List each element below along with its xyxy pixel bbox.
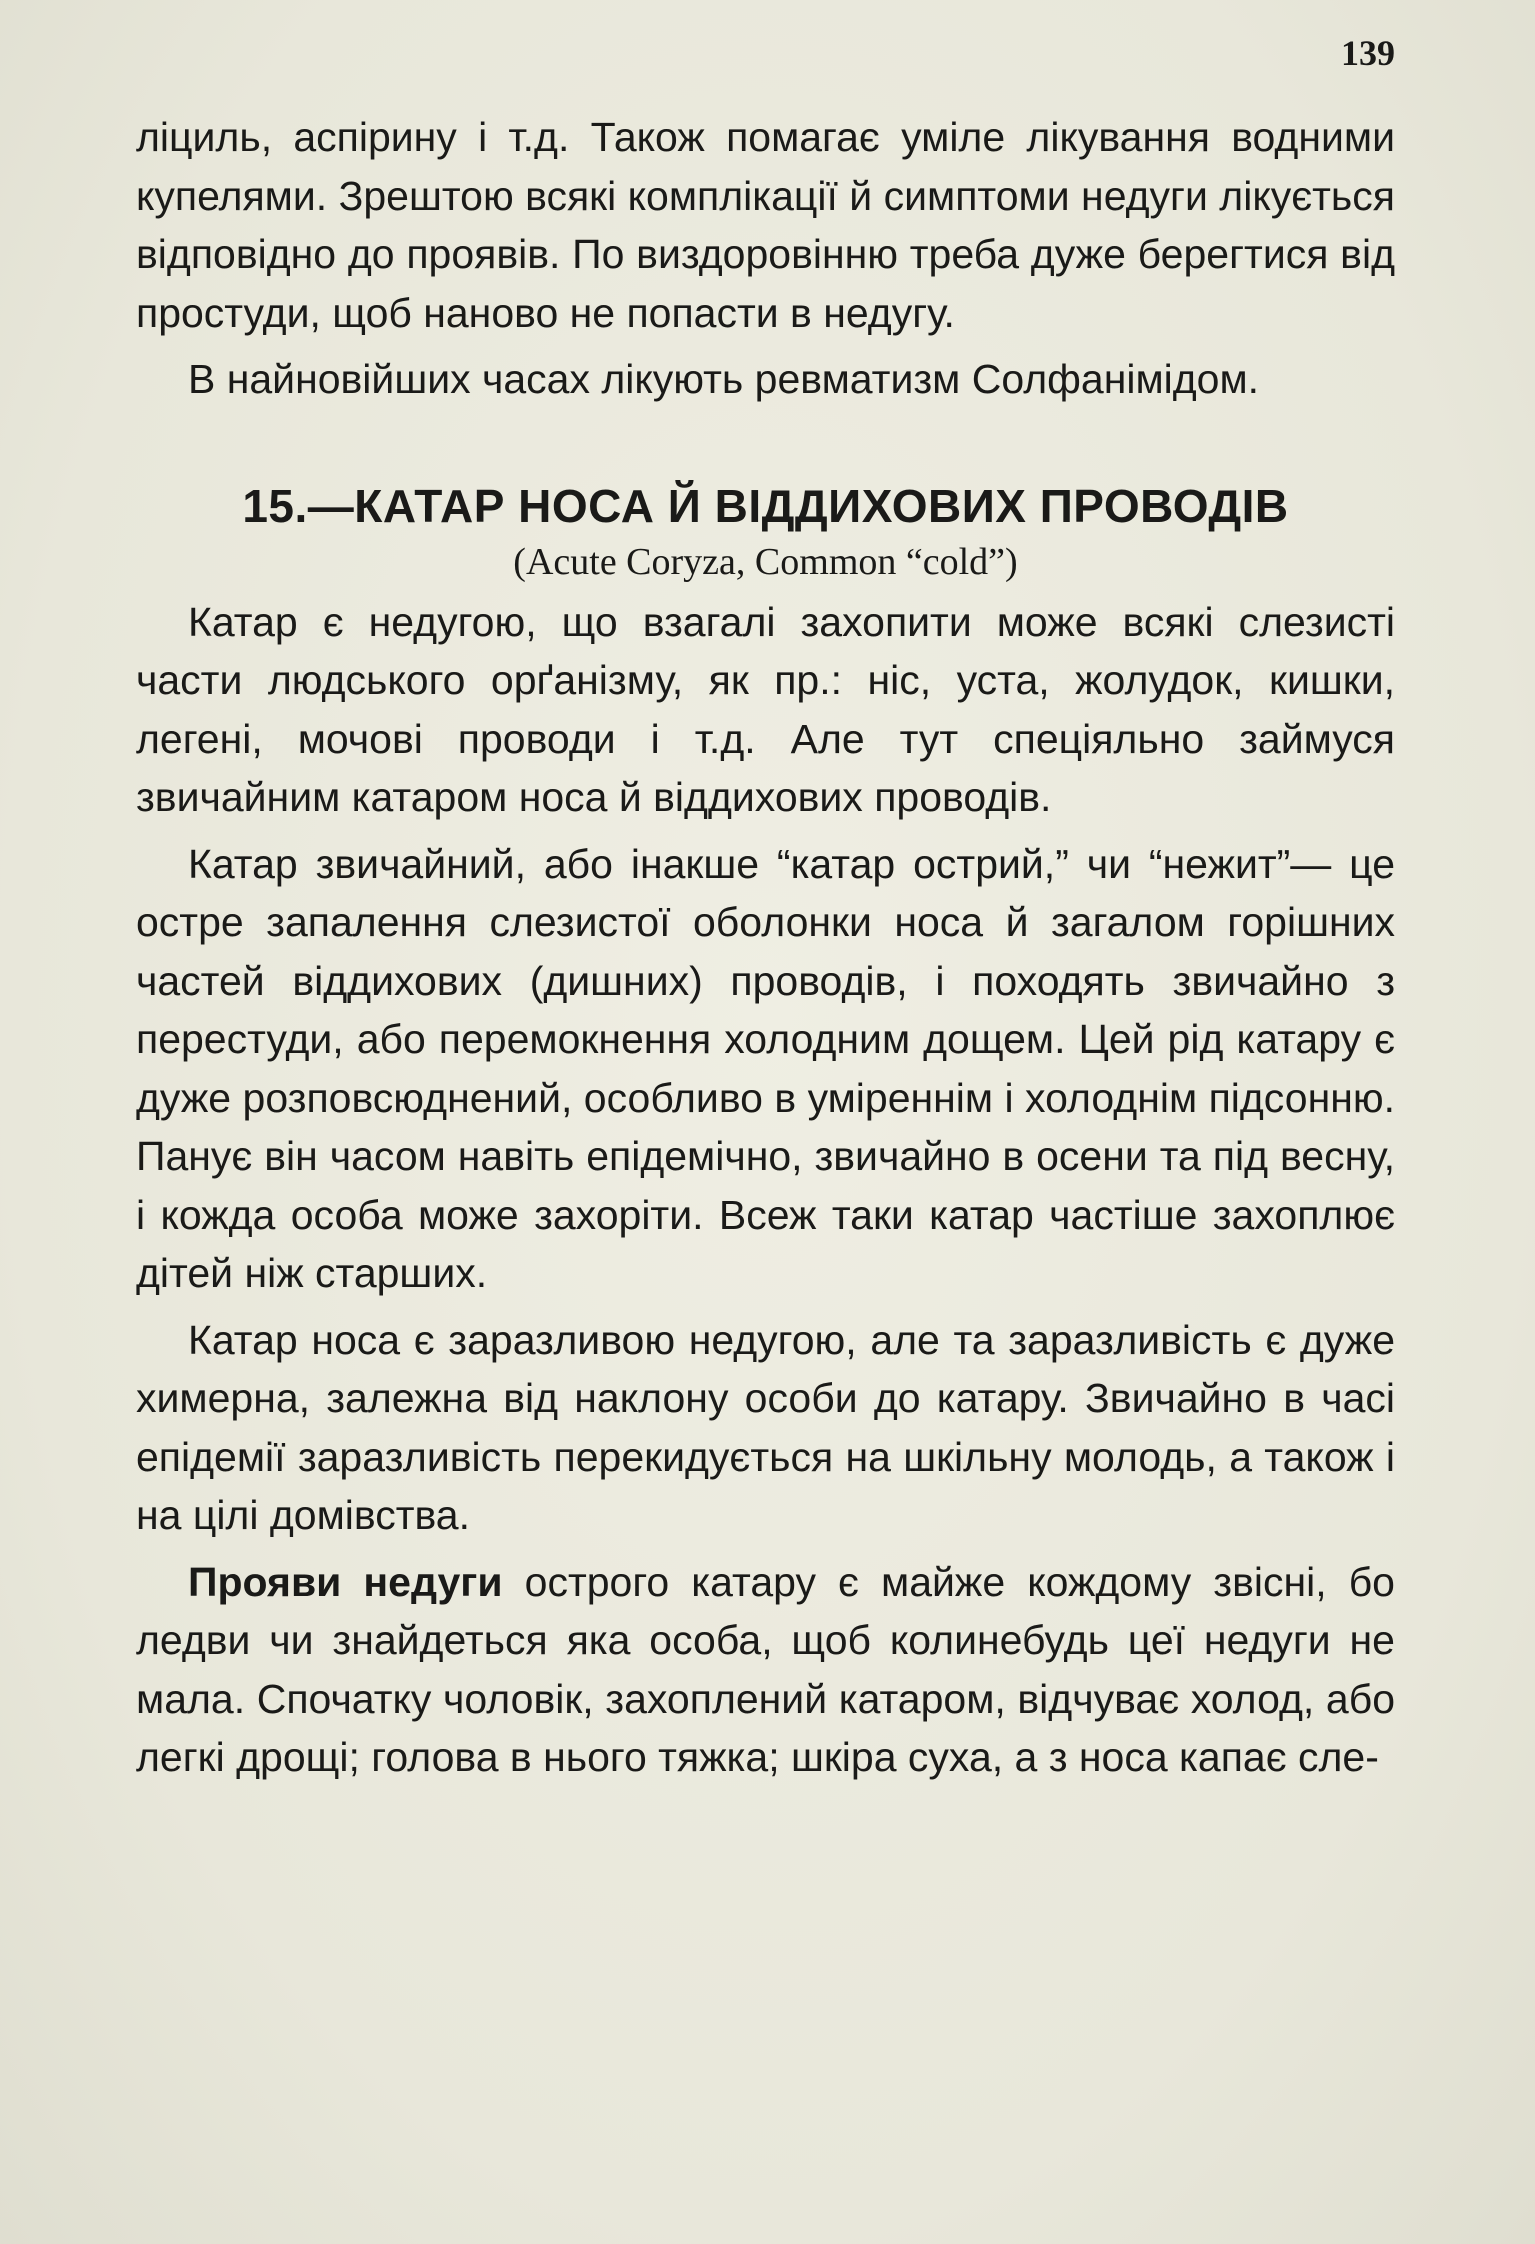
paragraph: Катар є недугою, що взагалі захопити може всякі слезисті части людського орґанізму, як пр.: ніс, уста, жолудок, кишки, легені, мочові проводи і т.д. Але тут спеціяльно займуся звичайним катаром носа й віддихових проводів. — [136, 598, 1395, 820]
page-number: 139 — [1341, 33, 1395, 73]
paragraph: В найновійших часах лікують ревматизм Солфанімідом. — [188, 356, 1260, 402]
paragraph: Катар звичайний, або інакше “катар острий,” чи “нежит”— це остре запалення слезистої оболонки носа й загалом горішних частей віддихових (дишних) проводів, і походять звичайно з перестуди, або перемокнення холодним дощем. Цей рід катару є дуже розповсюднений, особливо в уміреннім і холоднім підсонню. Панує він часом навіть епідемічно, звичайно в осени та під весну, і кожда особа може захоріти. Всеж таки катар частіше захоплює дітей ніж старших. — [136, 840, 1395, 1296]
section-title: 15.—КАТАР НОСА Й ВІДДИХОВИХ ПРОВОДІВ — [242, 479, 1289, 532]
paragraph-symptoms — [136, 1553, 1395, 1787]
paragraph-text: острого катару є майже кождому звісні, бо ледви чи знайдеться яка особа, щоб колинебудь цеї недуги не мала. Спочатку чоловік, захоплений катаром, відчуває холод, або легкі дрощі; голова в нього тяжка; шкіра суха, а з носа капає сле- — [136, 1558, 1395, 1780]
paragraph: Катар носа є заразливою недугою, але та заразливість є дуже химерна, залежна від наклону особи до катару. Звичайно в часі епідемії заразливість перекидується на шкільну молодь, а також і на цілі домівства. — [136, 1316, 1395, 1538]
section-subtitle: (Acute Coryza, Common “cold”) — [513, 540, 1018, 583]
paragraph-lead-term: Прояви недуги — [188, 1558, 503, 1605]
paragraph-continued: ліциль, аспірину і т.д. Також помагає уміле лікування водними купелями. Зрештою всякі комплікації й симптоми недуги лікується відповідно до проявів. По виздоровінню треба дуже берегтися від простуди, щоб наново не попасти в недугу. — [136, 114, 1395, 336]
